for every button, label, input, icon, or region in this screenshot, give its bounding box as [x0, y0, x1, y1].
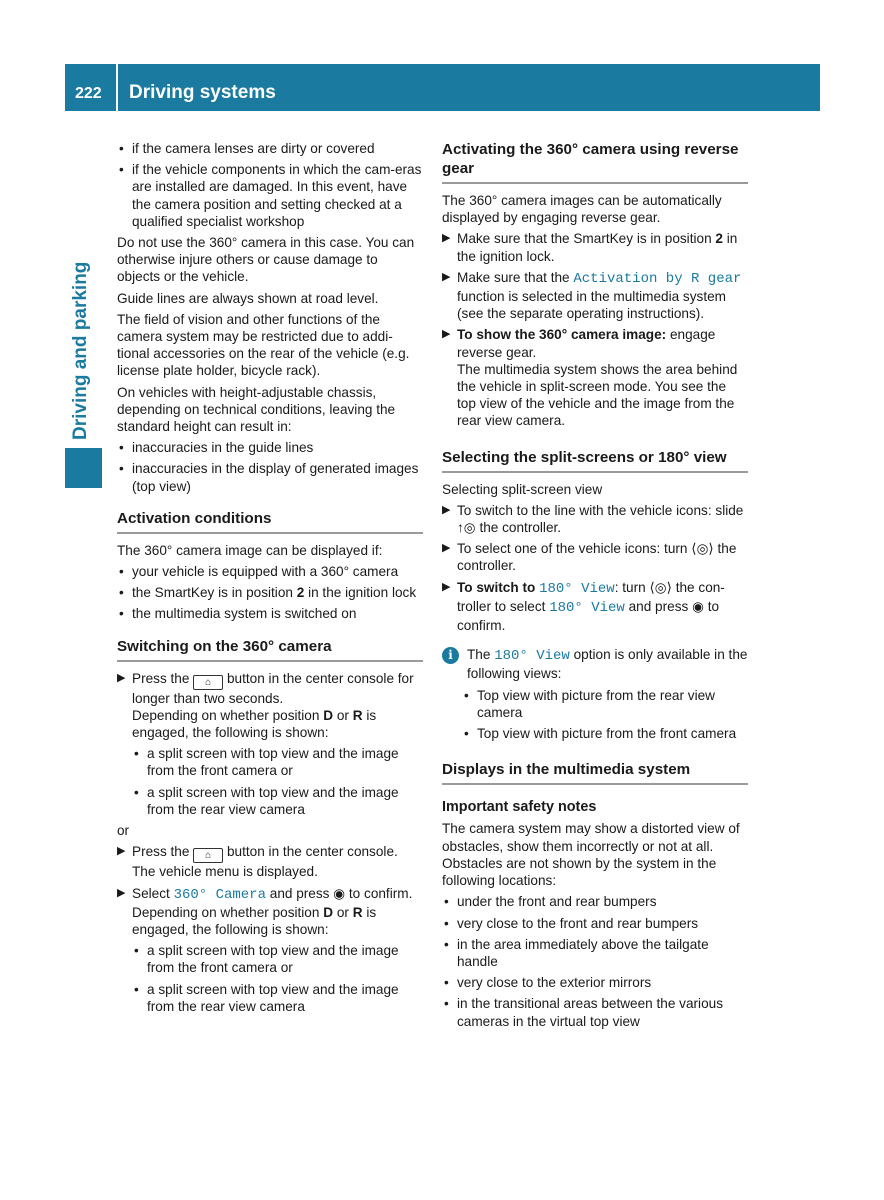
section-heading: Activation conditions [117, 509, 423, 534]
menu-item-code: 180° View [539, 580, 615, 597]
arrow-icon: ▶ [442, 503, 451, 516]
press-icon: ◉ [333, 885, 346, 901]
car-button-icon: ⌂ [193, 848, 223, 863]
paragraph: Do not use the 360° camera in this case. You can otherwise injure others or cause damage to objects or the vehicle. [117, 235, 415, 285]
section-heading: Displays in the multimedia system [442, 760, 748, 785]
list-item: • in the area immediately above the tailgate handle [442, 936, 748, 970]
paragraph: The camera system may show a distorted view of obstacles, show them incorrectly or not at all. Obstacles are not shown by the system in the following locations: [442, 821, 740, 889]
step-item: ▶ To show the 360° camera image: engage reverse gear. The multimedia system shows the area behind the vehicle in split-screen mode. You see the top view of the vehicle and the image from the rear view camera. [442, 327, 738, 429]
step-item: ▶ Press the ⌂ button in the center console for longer than two seconds. Depending on whether position D or R is engaged, the following is shown: [117, 670, 414, 741]
subsection-heading: Important safety notes [442, 799, 597, 816]
list-item: • if the vehicle components in which the cam-eras are installed are damaged. In this event, have the camera position and setting checked at a qualified specialist workshop [117, 161, 423, 230]
menu-item-code: 360° Camera [173, 886, 266, 903]
list-item: • in the transitional areas between the various cameras in the virtual top view [442, 995, 748, 1029]
arrow-icon: ▶ [117, 845, 126, 858]
info-note: i The 180° View option is only available in the following views: [442, 646, 748, 682]
step-item: ▶ Make sure that the SmartKey is in position 2 in the ignition lock. [442, 231, 738, 264]
menu-item-code: 180° View [494, 648, 570, 665]
car-button-icon: ⌂ [193, 675, 223, 690]
list-item: • inaccuracies in the display of generated images (top view) [117, 460, 423, 494]
paragraph: The 360° camera images can be automatically displayed by engaging reverse gear. [442, 193, 722, 226]
turn-icon: ⟨◎⟩ [691, 541, 714, 557]
side-tab-block [65, 448, 102, 488]
list-item: • very close to the exterior mirrors [442, 974, 748, 991]
arrow-icon: ▶ [442, 270, 451, 283]
paragraph: The 360° camera image can be displayed if: [117, 542, 383, 558]
section-heading: Activating the 360° camera using reverse gear [442, 140, 748, 184]
side-tab-label: Driving and parking [70, 261, 91, 440]
arrow-icon: ▶ [442, 232, 451, 245]
header-divider [116, 64, 118, 111]
step-item: ▶ To switch to the line with the vehicle icons: slide ↑◎ the controller. [442, 502, 744, 536]
press-icon: ◉ [692, 598, 704, 614]
menu-item-code: Activation by R gear [573, 270, 742, 287]
list-item: • under the front and rear bumpers [442, 893, 748, 910]
menu-item-code: 180° View [549, 599, 625, 616]
turn-icon: ⟨◎⟩ [649, 579, 672, 595]
list-item: • very close to the front and rear bumpers [442, 915, 748, 932]
step-item: ▶ Select 360° Camera and press ◉ to confirm. Depending on whether position D or R is engaged, the following is shown: [117, 885, 413, 937]
list-item: • your vehicle is equipped with a 360° camera [117, 563, 423, 580]
section-heading: Selecting the split-screens or 180° view [442, 448, 748, 473]
page-header [65, 64, 820, 111]
step-item: ▶ To select one of the vehicle icons: turn ⟨◎⟩ the controller. [442, 541, 737, 574]
list-item: • the multimedia system is switched on [117, 605, 423, 622]
paragraph: Guide lines are always shown at road level. [117, 290, 379, 306]
left-column [117, 140, 423, 1019]
key-position: 2 [296, 585, 305, 601]
arrow-icon: ▶ [442, 542, 451, 555]
paragraph: Selecting split-screen view [442, 481, 603, 497]
arrow-icon: ▶ [442, 580, 451, 593]
list-item: • if the camera lenses are dirty or covered [117, 140, 423, 157]
list-item: • inaccuracies in the guide lines [117, 439, 423, 456]
paragraph: The field of vision and other functions of the camera system may be restricted due to addi-tional accessories on the rear of the vehicle (e.g. license plate holder, bicycle rack). [117, 311, 410, 379]
list-item: • a split screen with top view and the image from the front camera or [132, 942, 423, 976]
arrow-icon: ▶ [117, 671, 126, 684]
info-icon: i [442, 647, 459, 664]
page-number: 222 [75, 85, 102, 102]
list-item: • the SmartKey is in position 2 in the ignition lock [117, 584, 423, 601]
right-column [442, 140, 748, 1034]
arrow-icon: ▶ [442, 328, 451, 341]
paragraph: On vehicles with height-adjustable chassis, depending on technical conditions, leaving the standard height can result in: [117, 384, 396, 435]
chapter-title: Driving systems [129, 82, 276, 103]
step-item: ▶ To switch to 180° View: turn ⟨◎⟩ the con-troller to select 180° View and press ◉ to confirm. [442, 579, 725, 634]
step-item: ▶ Make sure that the Activation by R gear function is selected in the multimedia system (see the separate operating instructions). [442, 269, 742, 322]
list-item: • a split screen with top view and the image from the front camera or [132, 745, 423, 779]
step-item: ▶ Press the ⌂ button in the center console. The vehicle menu is displayed. [117, 844, 398, 880]
slide-up-icon: ↑◎ [457, 520, 476, 536]
arrow-icon: ▶ [117, 886, 126, 899]
section-heading: Switching on the 360° camera [117, 637, 423, 662]
list-item: • a split screen with top view and the image from the rear view camera [132, 981, 423, 1015]
list-item: • Top view with picture from the front camera [462, 725, 748, 742]
list-item: • a split screen with top view and the image from the rear view camera [132, 784, 423, 818]
or-text: or [117, 823, 130, 839]
list-item: • Top view with picture from the rear view camera [462, 687, 748, 721]
